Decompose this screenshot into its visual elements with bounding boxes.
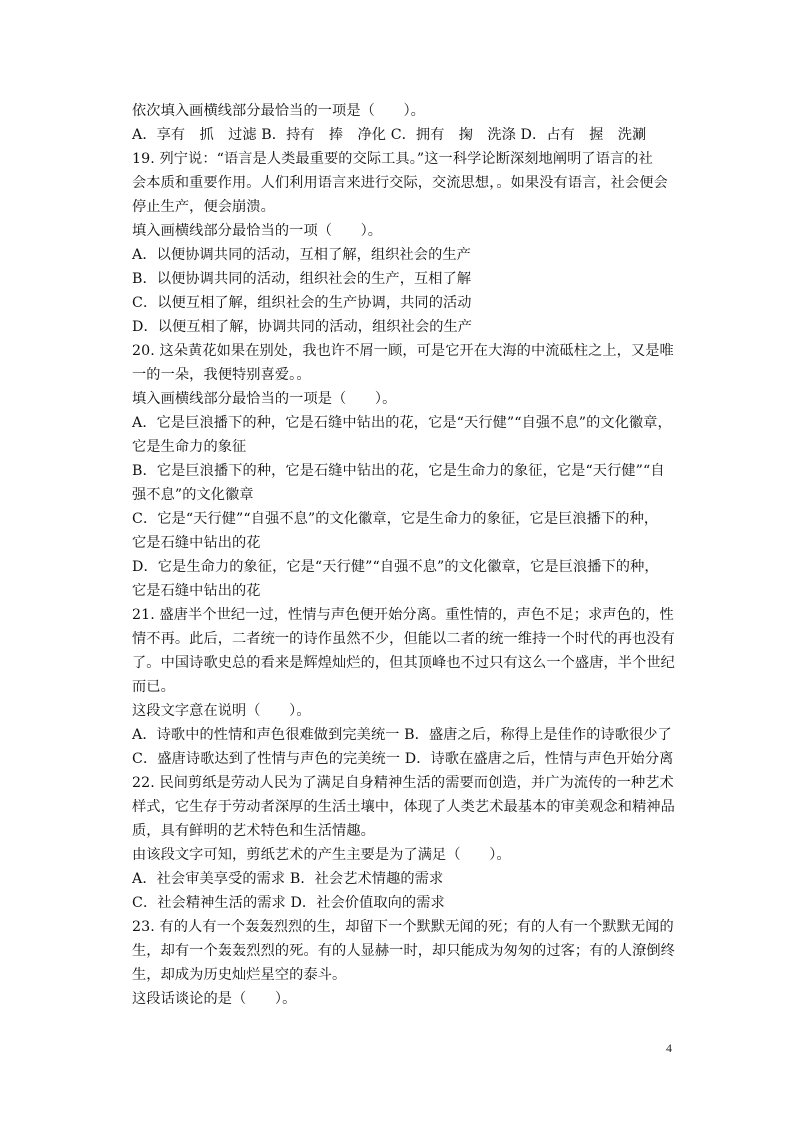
page-number: 4 — [666, 1041, 672, 1055]
text-line: 样式，它生存于劳动者深厚的生活土壤中，体现了人类艺术最基本的审美观念和精神品 — [132, 799, 675, 815]
text-line: C．盛唐诗歌达到了性情与声色的完美统一 D．诗歌在盛唐之后，性情与声色开始分离 — [132, 751, 674, 767]
text-line: 19. 列宁说：“语言是人类最重要的交际工具。”这一科学论断深刻地阐明了语言的社 — [132, 151, 653, 167]
text-line: A．社会审美享受的需求 B．社会艺术情趣的需求 — [132, 871, 444, 887]
text-line: A．享有 抓 过滤 B．持有 捧 净化 C．拥有 掬 洗涤 D．占有 握 洗涮 — [132, 127, 647, 143]
text-line: B．它是巨浪播下的种，它是石缝中钻出的花，它是生命力的象征，它是“天行健”“自 — [132, 463, 665, 479]
text-line: 生，却有一个轰轰烈烈的死。有的人显赫一时，却只能成为匆匆的过客；有的人潦倒终 — [132, 943, 675, 959]
text-line: 这段文字意在说明（ ）。 — [132, 703, 311, 719]
text-line: A．诗歌中的性情和声色很难做到完美统一 B．盛唐之后，称得上是佳作的诗歌很少了 — [132, 727, 672, 743]
text-line: 23. 有的人有一个轰轰烈烈的生，却留下一个默默无闻的死；有的人有一个默默无闻的 — [132, 919, 674, 935]
text-line: 依次填入画横线部分最恰当的一项是（ ）。 — [132, 103, 425, 119]
text-line: 21. 盛唐半个世纪一过，性情与声色便开始分离。重性情的，声色不足；求声色的，性 — [132, 607, 674, 623]
text-line: 一的一朵，我便特别喜爱。。 — [132, 367, 311, 383]
text-line: 填入画横线部分最恰当的一项（ ）。 — [132, 223, 383, 239]
text-line: B．以便协调共同的活动，组织社会的生产，互相了解 — [132, 271, 472, 287]
text-line: 由该段文字可知，剪纸艺术的产生主要是为了满足（ ）。 — [132, 847, 511, 863]
text-line: 22. 民间剪纸是劳动人民为了满足自身精神生活的需要而创造，并广为流传的一种艺术 — [132, 775, 674, 791]
text-line: 质，具有鲜明的艺术特色和生活情趣。 — [132, 823, 375, 839]
text-line: 20. 这朵黄花如果在别处，我也许不屑一顾，可是它开在大海的中流砥柱之上，又是唯 — [132, 343, 674, 359]
text-line: 停止生产，便会崩溃。 — [132, 199, 275, 215]
text-line: 它是石缝中钻出的花 — [132, 583, 261, 599]
page-body — [132, 99, 680, 1011]
text-line: 它是生命力的象征 — [132, 439, 247, 455]
text-line: C．以便互相了解，组织社会的生产协调，共同的活动 — [132, 295, 472, 311]
text-line: D．它是生命力的象征，它是“天行健”“自强不息”的文化徽章，它是巨浪播下的种， — [132, 559, 659, 575]
text-line: 情不再。此后，二者统一的诗作虽然不少，但能以二者的统一维持一个时代的再也没有 — [132, 631, 675, 647]
text-line: 生，却成为历史灿烂星空的泰斗。 — [132, 967, 347, 983]
text-line: A．以便协调共同的活动，互相了解，组织社会的生产 — [132, 247, 471, 263]
text-line: 会本质和重要作用。人们利用语言来进行交际，交流思想，。如果没有语言，社会便会 — [132, 175, 668, 191]
text-line: 这段话谈论的是（ ）。 — [132, 991, 297, 1007]
text-line: A．它是巨浪播下的种，它是石缝中钻出的花，它是“天行健”“自强不息”的文化徽章， — [132, 415, 672, 431]
text-line: C．社会精神生活的需求 D．社会价值取向的需求 — [132, 895, 445, 911]
text-line: 它是石缝中钻出的花 — [132, 535, 261, 551]
text-line: 了。中国诗歌史总的看来是辉煌灿烂的，但其顶峰也不过只有这么一个盛唐，半个世纪 — [132, 655, 675, 671]
text-line: 填入画横线部分最恰当的一项是（ ）。 — [132, 391, 397, 407]
text-line: D．以便互相了解，协调共同的活动，组织社会的生产 — [132, 319, 473, 335]
text-line: 而已。 — [132, 679, 175, 695]
text-line: 强不息”的文化徽章 — [132, 487, 254, 503]
text-line: C．它是“天行健”“自强不息”的文化徽章，它是生命力的象征，它是巨浪播下的种， — [132, 511, 659, 527]
